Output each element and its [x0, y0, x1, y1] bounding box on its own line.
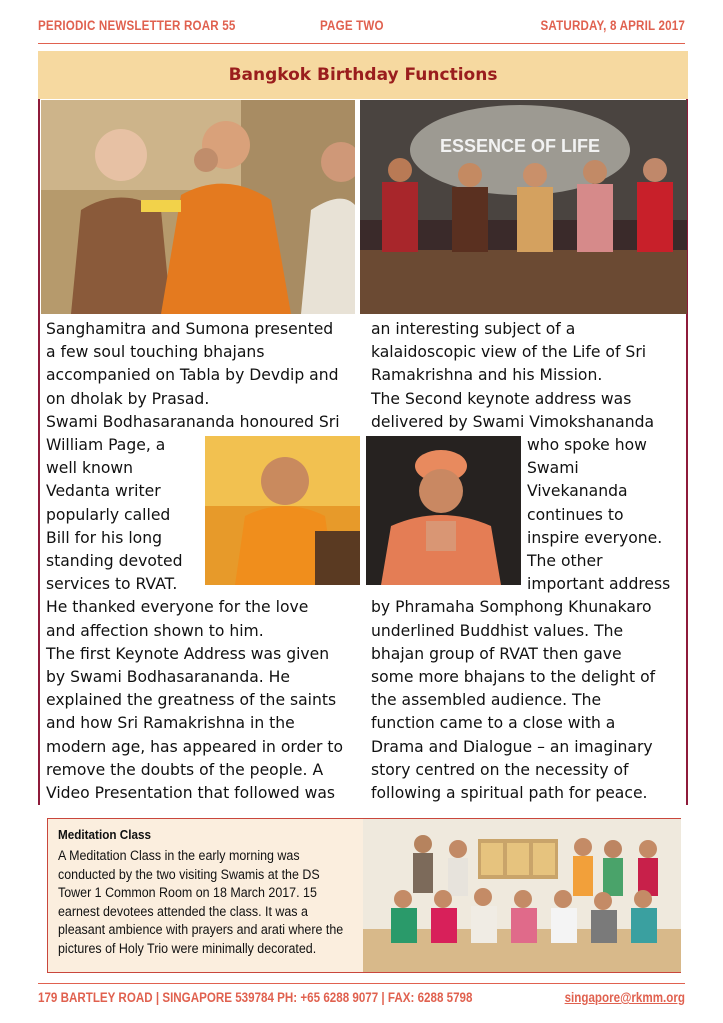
left-paragraph-honour-wrapped: William Page, a well known Vedanta writer popularly called Bill for his long standing devoted services to RVAT. [46, 436, 183, 594]
right-column [371, 318, 687, 805]
left-paragraph-honour-intro: Swami Bodhasarananda honoured Sri [46, 412, 340, 431]
meditation-class-title: Meditation Class [58, 827, 151, 842]
right-paragraph-closing: by Phramaha Somphong Khunakaro underlined Buddhist values. The bhajan group of RVAT then gave some more bhajans to the delight of the assembled audience. The function came to a close with a Drama and Dialogue – an imaginary story centred on the necessity of following a spiritual path for peace. [371, 598, 656, 803]
meditation-class-text: A Meditation Class in the early morning was conducted by the two visiting Swamis at the DS Tower 1 Common Room on 18 March 2017. 15 earnest devotees attended the class. It was a pleasant ambience with prayers and arati where the pictures of Holy Trio were minimally decorated. [58, 848, 344, 956]
footer-email-link[interactable]: singapore@rkmm.org [564, 990, 685, 1005]
header-page-number: PAGE TWO [320, 18, 384, 33]
header-date: SATURDAY, 8 APRIL 2017 [540, 18, 685, 33]
header-newsletter-issue: PERIODIC NEWSLETTER ROAR 55 [38, 18, 236, 33]
photo-meditation-group [363, 819, 681, 972]
left-paragraph-keynote: He thanked everyone for the love and affection shown to him. The first Keynote Address was given by Swami Bodhasarananda. He explained the greatness of the saints and how Sri Ramakrishna in the modern age, has appeared in order to remove the doubts of the people. A Video Presentation that followed was [46, 598, 344, 803]
footer-rule [38, 983, 685, 984]
header-rule [38, 43, 685, 44]
right-paragraph-vivekananda-wrapped: who spoke how Swami Vivekananda continues to inspire everyone. The other important address [527, 436, 671, 594]
stage-backdrop-text: ESSENCE OF LIFE [439, 136, 601, 156]
right-paragraph-presentation: an interesting subject of a kalaidoscopic view of the Life of Sri Ramakrishna and his Mission. The Second keynote address was delivered by Swami Vimokshananda [371, 320, 655, 431]
title-band [38, 51, 688, 99]
left-paragraph-bhajans: Sanghamitra and Sumona presented a few soul touching bhajans accompanied on Tabla by Devdip and on dholak by Prasad. [46, 320, 339, 408]
photo-honouring-guest [41, 100, 355, 314]
photo-swami-speaking [205, 436, 360, 585]
photo-stage-panel [360, 100, 687, 314]
footer-address: 179 BARTLEY ROAD | SINGAPORE 539784 PH: +65 6288 9077 | FAX: 6288 5798 [38, 990, 473, 1005]
meditation-class-box [47, 818, 681, 973]
page-title: Bangkok Birthday Functions [228, 65, 498, 85]
